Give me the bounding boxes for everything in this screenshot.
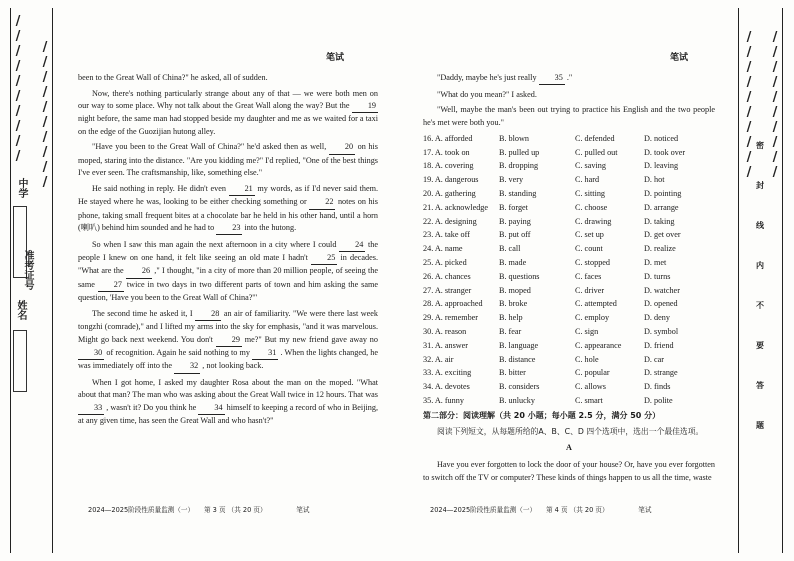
option-choice: 18. A. covering [423, 161, 474, 171]
cloze-blank: 34 [198, 402, 224, 415]
option-row [423, 215, 715, 229]
exam-id-label: 准考证号 [22, 250, 33, 290]
option-choice: 23. A. take off [423, 230, 470, 240]
seal-warning-char: 封 [756, 181, 764, 190]
paragraph [78, 239, 378, 305]
option-choice: D. taking [644, 216, 675, 226]
option-choice: 19. A. dangerous [423, 175, 479, 185]
seal-warning-char: 内 [756, 261, 764, 270]
option-choice: D. get over [644, 230, 681, 240]
option-row [423, 160, 715, 174]
option-choice: 25. A. picked [423, 258, 467, 268]
paragraph-text: "What do you mean?" I asked. [437, 89, 537, 99]
seal-warning-char: 线 [756, 221, 764, 230]
option-choice: B. bitter [499, 368, 526, 378]
option-choice: D. opened [644, 299, 678, 309]
option-choice: C. faces [575, 271, 602, 281]
option-choice: 28. A. approached [423, 299, 483, 309]
option-choice: B. made [499, 258, 527, 268]
seal-warning-char: 不 [756, 301, 764, 310]
paragraph-text: into the hutong. [242, 223, 297, 233]
right-page [423, 72, 715, 484]
option-choice: C. sign [575, 327, 599, 337]
option-choice: B. unlucky [499, 396, 535, 406]
option-choice: C. sitting [575, 189, 606, 199]
footer-right: 2024—2025阶段性质量监测（一） 第 4 页 （共 20 页） 笔试 [430, 506, 652, 514]
option-choice: 34. A. devotes [423, 382, 470, 392]
paragraph [423, 104, 715, 129]
option-choice: 29. A. remember [423, 313, 479, 323]
paragraph-text: notes on his phone, taking small frequent bites at a chocolate bar he held in his other hand, until a horn (喇叭) behind him sounded and he had to [78, 197, 378, 233]
option-row [423, 229, 715, 243]
option-choice: D. strange [644, 368, 678, 378]
seal-warning-char: 题 [756, 421, 764, 430]
option-choice: B. paying [499, 216, 531, 226]
option-row [423, 381, 715, 395]
paragraph-text: "Well, maybe the man's been out trying to practice his English and the two people he's met were both you." [423, 105, 715, 127]
option-choice: C. count [575, 244, 603, 254]
option-row [423, 174, 715, 188]
option-choice: C. attempted [575, 299, 617, 309]
option-choice: D. hot [644, 175, 665, 185]
paragraph-text: ." [564, 73, 573, 82]
option-choice: D. finds [644, 382, 671, 392]
option-choice: B. blown [499, 133, 530, 143]
binding-strip-left [0, 0, 70, 561]
right-page-text [423, 72, 715, 129]
paragraph-text: the people I knew on one hand, it felt like seeing an old mate I hadn't [78, 239, 378, 263]
option-choice: B. moped [499, 285, 531, 295]
binding-line [738, 8, 739, 553]
paragraph-text: night before, the same man had stopped beside my daughter and me as we waited for a taxi on the edge of the Guozijian hutong alley. [78, 114, 378, 136]
option-choice: B. broke [499, 299, 528, 309]
option-choice: B. dropping [499, 161, 539, 171]
paragraph-text: When I got home, I asked my daughter Rosa about the man on the moped. "What about that man? The man who was asking about the Great Wall twice in 12 hours. That was [78, 378, 378, 400]
option-choice: 35. A. funny [423, 396, 464, 406]
option-row [423, 187, 715, 201]
option-choice: D. car [644, 354, 665, 364]
paragraph-text: "Have you been to the Great Wall of China?" he'd asked then as well, [92, 142, 329, 152]
option-row [423, 312, 715, 326]
option-choice: B. standing [499, 189, 537, 199]
paragraph [78, 88, 378, 139]
paragraph-text: of recognition. Again he said nothing to my [104, 348, 253, 358]
option-choice: C. appearance [575, 340, 622, 350]
binding-slashes: / / / / / / / / / / [42, 40, 48, 190]
option-choice: C. set up [575, 230, 604, 240]
binding-line [52, 8, 53, 553]
seal-warning-char: 答 [756, 381, 764, 390]
option-choice: 22. A. designing [423, 216, 477, 226]
option-choice: C. drawing [575, 216, 612, 226]
option-choice: D. polite [644, 396, 673, 406]
option-choice: C. smart [575, 396, 603, 406]
option-choice: D. deny [644, 313, 670, 323]
footer-left: 2024—2025阶段性质量监测（一） 第 3 页 （共 20 页） 笔试 [88, 506, 310, 514]
option-choice: C. employ [575, 313, 610, 323]
seal-warning-char: 要 [756, 341, 764, 350]
options-table [423, 132, 715, 408]
option-choice: B. questions [499, 271, 540, 281]
option-row [423, 146, 715, 160]
option-choice: 21. A. acknowledge [423, 202, 489, 212]
seal-line-warning [754, 140, 766, 460]
option-choice: B. distance [499, 354, 536, 364]
option-row [423, 325, 715, 339]
option-choice: C. allows [575, 382, 606, 392]
paragraph-text: in decades. "What are the [78, 253, 378, 276]
option-choice: B. language [499, 340, 539, 350]
option-choice: 24. A. name [423, 244, 463, 254]
option-choice: B. pulled up [499, 147, 540, 157]
cloze-blank: 35 [539, 72, 565, 85]
paragraph [78, 183, 378, 236]
option-choice: D. realize [644, 244, 676, 254]
option-row [423, 201, 715, 215]
option-choice: C. saving [575, 161, 606, 171]
section-instructions: 阅读下列短文，从每题所给的A、B、C、D 四个选项中，选出一个最佳选项。 [437, 426, 704, 436]
option-choice: D. took over [644, 147, 686, 157]
passage-text: Have you ever forgotten to lock the door of your house? Or, have you ever forgotten to switch off the TV or computer? These kinds of things happen to us all the time, waste [423, 460, 715, 482]
name-field[interactable] [13, 330, 27, 392]
option-row [423, 243, 715, 257]
option-row [423, 353, 715, 367]
paragraph [78, 377, 378, 428]
option-choice: C. choose [575, 202, 608, 212]
binding-slashes: / / / / / / / / / / [15, 14, 21, 164]
cloze-blank: 29 [216, 334, 242, 347]
cloze-blank: 23 [216, 222, 242, 235]
paragraph-text: , wasn't it? Do you think he [104, 402, 199, 412]
cloze-blank: 33 [78, 402, 104, 415]
option-choice: B. forget [499, 202, 528, 212]
paragraph-text: me?" But my new friend gave away no [241, 334, 378, 344]
option-choice: 26. A. chances [423, 271, 471, 281]
option-row [423, 339, 715, 353]
cloze-blank: 22 [309, 196, 335, 209]
option-choice: D. pointing [644, 189, 682, 199]
option-choice: B. considers [499, 382, 540, 392]
option-choice: B. put off [499, 230, 531, 240]
option-choice: 30. A. reason [423, 327, 467, 337]
name-label: 姓名 [15, 300, 26, 320]
paragraph-text: . When the lights changed, he was immediately off into the [78, 348, 379, 371]
option-choice: C. hard [575, 175, 600, 185]
option-choice: D. met [644, 258, 667, 268]
option-choice: 31. A. answer [423, 340, 469, 350]
option-choice: D. turns [644, 271, 671, 281]
page-header-left: 笔试 [326, 52, 345, 62]
option-choice: 33. A. exciting [423, 368, 472, 378]
option-choice: C. popular [575, 368, 610, 378]
cloze-blank: 21 [229, 183, 255, 196]
binding-line [782, 8, 783, 553]
paragraph-text: my words, as if I'd never said them. He stayed where he was, looking to be either checking something or [78, 183, 378, 207]
paragraph [78, 72, 378, 84]
option-choice: 20. A. gathering [423, 189, 476, 199]
option-choice: D. noticed [644, 133, 679, 143]
paragraph [423, 89, 715, 101]
option-choice: C. hole [575, 354, 599, 364]
binding-slashes: / / / / / / / / / / [746, 30, 752, 180]
seal-warning-char: 密 [756, 141, 764, 150]
binding-slashes: / / / / / / / / / / [772, 30, 778, 180]
option-choice: B. call [499, 244, 521, 254]
cloze-blank: 20 [329, 141, 355, 154]
option-choice: C. driver [575, 285, 605, 295]
paragraph-text: himself to keeping a record of who in Beijing, at any given time, has seen the Great Wall and who hasn't?" [78, 402, 378, 426]
cloze-blank: 32 [174, 360, 200, 373]
option-row [423, 284, 715, 298]
option-choice: B. help [499, 313, 523, 323]
option-row [423, 270, 715, 284]
cloze-blank: 31 [252, 347, 278, 360]
paragraph-text: been to the Great Wall of China?" he asked, all of sudden. [78, 73, 268, 82]
paragraph-text: twice in two days in two different parts of town and him asking the same question, 'Have you been to the Great Wall of China?'" [78, 279, 378, 303]
option-choice: 16. A. afforded [423, 133, 473, 143]
paragraph-text: ," I thought, "in a city of more than 20 million people, of seeing the same [78, 266, 378, 289]
option-choice: D. friend [644, 340, 674, 350]
option-choice: D. arrange [644, 202, 679, 212]
option-choice: B. very [499, 175, 524, 185]
option-choice: C. pulled out [575, 147, 618, 157]
option-choice: C. stopped [575, 258, 611, 268]
cloze-blank: 25 [311, 252, 337, 265]
option-choice: C. defended [575, 133, 615, 143]
paragraph [423, 72, 715, 85]
paragraph-text: The second time he asked it, I [92, 308, 196, 318]
paragraph-text: So when I saw this man again the next afternoon in a city where I could [92, 239, 340, 249]
option-choice: D. leaving [644, 161, 679, 171]
paragraph [78, 141, 378, 179]
school-label: 中学 [16, 178, 27, 198]
cloze-blank: 27 [98, 279, 124, 292]
paragraph-text: an air of familiarity. "We were there last week tongzhi (comrade)," and I lifted my arms into the sky for emphasis, "and it was marvelous. Might go back next weekend. You don't [78, 308, 378, 344]
paragraph-text: on his moped, staring into the distance. "Are you kidding me?" I'd replied, "One of the best things I've ever seen. The craftsmanship, like, something else." [78, 142, 378, 178]
paragraph-text: He said nothing in reply. He didn't even [92, 183, 229, 193]
option-row [423, 367, 715, 381]
option-row [423, 298, 715, 312]
cloze-blank: 30 [78, 347, 104, 360]
option-choice: 17. A. took on [423, 147, 470, 157]
paragraph-text: , not looking back. [200, 361, 264, 371]
cloze-blank: 28 [195, 308, 221, 321]
paragraph [78, 308, 378, 374]
paragraph-text: Now, there's nothing particularly strange about any of that — we were both men on our way to some place. Why not talk about the Great Wall along the way? But the [78, 88, 378, 110]
left-page-text [78, 72, 378, 431]
cloze-blank: 19 [352, 100, 378, 113]
option-choice: 27. A. stranger [423, 285, 472, 295]
cloze-blank: 24 [339, 239, 365, 252]
paragraph-text: "Daddy, maybe he's just really [437, 73, 539, 82]
section-title: 第二部分：阅读理解（共 20 小题；每小题 2.5 分，满分 50 分） [423, 411, 661, 421]
option-row [423, 256, 715, 270]
page-header-right: 笔试 [670, 52, 689, 62]
cloze-blank: 26 [126, 265, 152, 278]
option-choice: B. fear [499, 327, 522, 337]
option-row [423, 394, 715, 408]
option-choice: D. watcher [644, 285, 680, 295]
passage-letter: A [566, 442, 572, 452]
option-row [423, 132, 715, 146]
option-choice: 32. A. air [423, 354, 454, 364]
option-choice: D. symbol [644, 327, 679, 337]
binding-strip-right [724, 0, 794, 561]
